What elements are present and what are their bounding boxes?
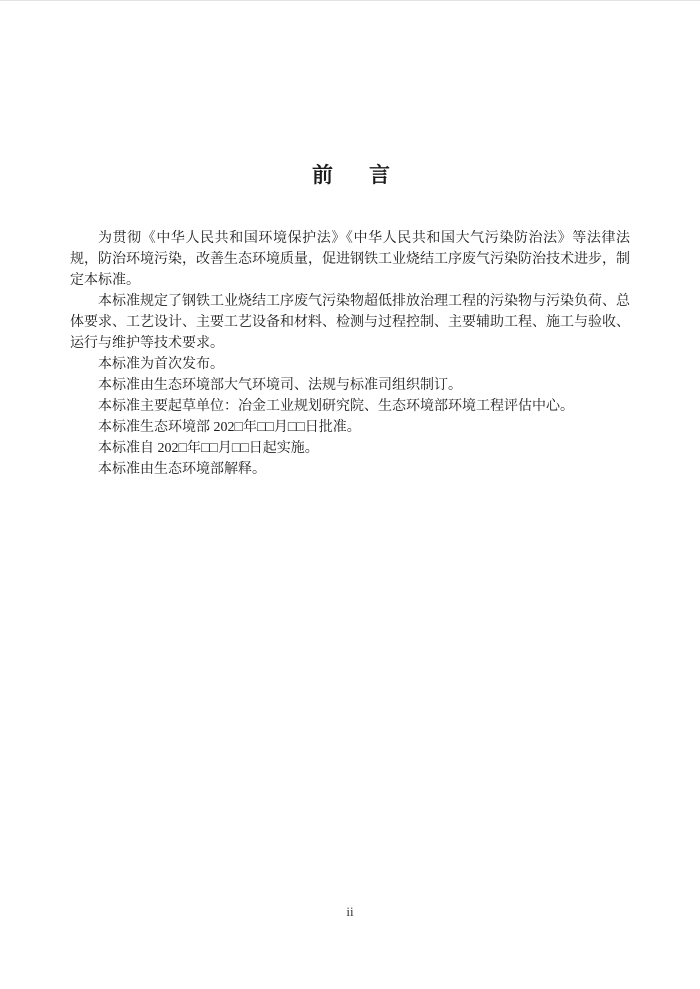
preface-paragraph-intro: 为贯彻《中华人民共和国环境保护法》《中华人民共和国大气污染防治法》等法律法规，防治环境污染，改善生态环境质量，促进钢铁工业烧结工序废气污染防治技术进步，制定本标准。 [70,231,630,288]
preface-paragraph-organizer: 本标准由生态环境部大气环境司、法规与标准司组织制订。 [98,378,462,393]
page-title: 前 言 [312,164,388,187]
page-number: ii [346,904,354,919]
preface-paragraph-approval-date: 本标准生态环境部 202□年□□月□□日批准。 [98,420,361,435]
preface-paragraph-first-release: 本标准为首次发布。 [98,357,224,372]
preface-body [70,228,630,480]
preface-paragraph-interpretation: 本标准由生态环境部解释。 [98,462,266,477]
preface-paragraph-drafting-units: 本标准主要起草单位：冶金工业规划研究院、生态环境部环境工程评估中心。 [98,399,574,414]
preface-paragraph-implementation-date: 本标准自 202□年□□月□□日起实施。 [98,441,319,456]
preface-paragraph-scope: 本标准规定了钢铁工业烧结工序废气污染物超低排放治理工程的污染物与污染负荷、总体要求、工艺设计、主要工艺设备和材料、检测与过程控制、主要辅助工程、施工与验收、运行与维护等技术要求。 [70,294,630,351]
